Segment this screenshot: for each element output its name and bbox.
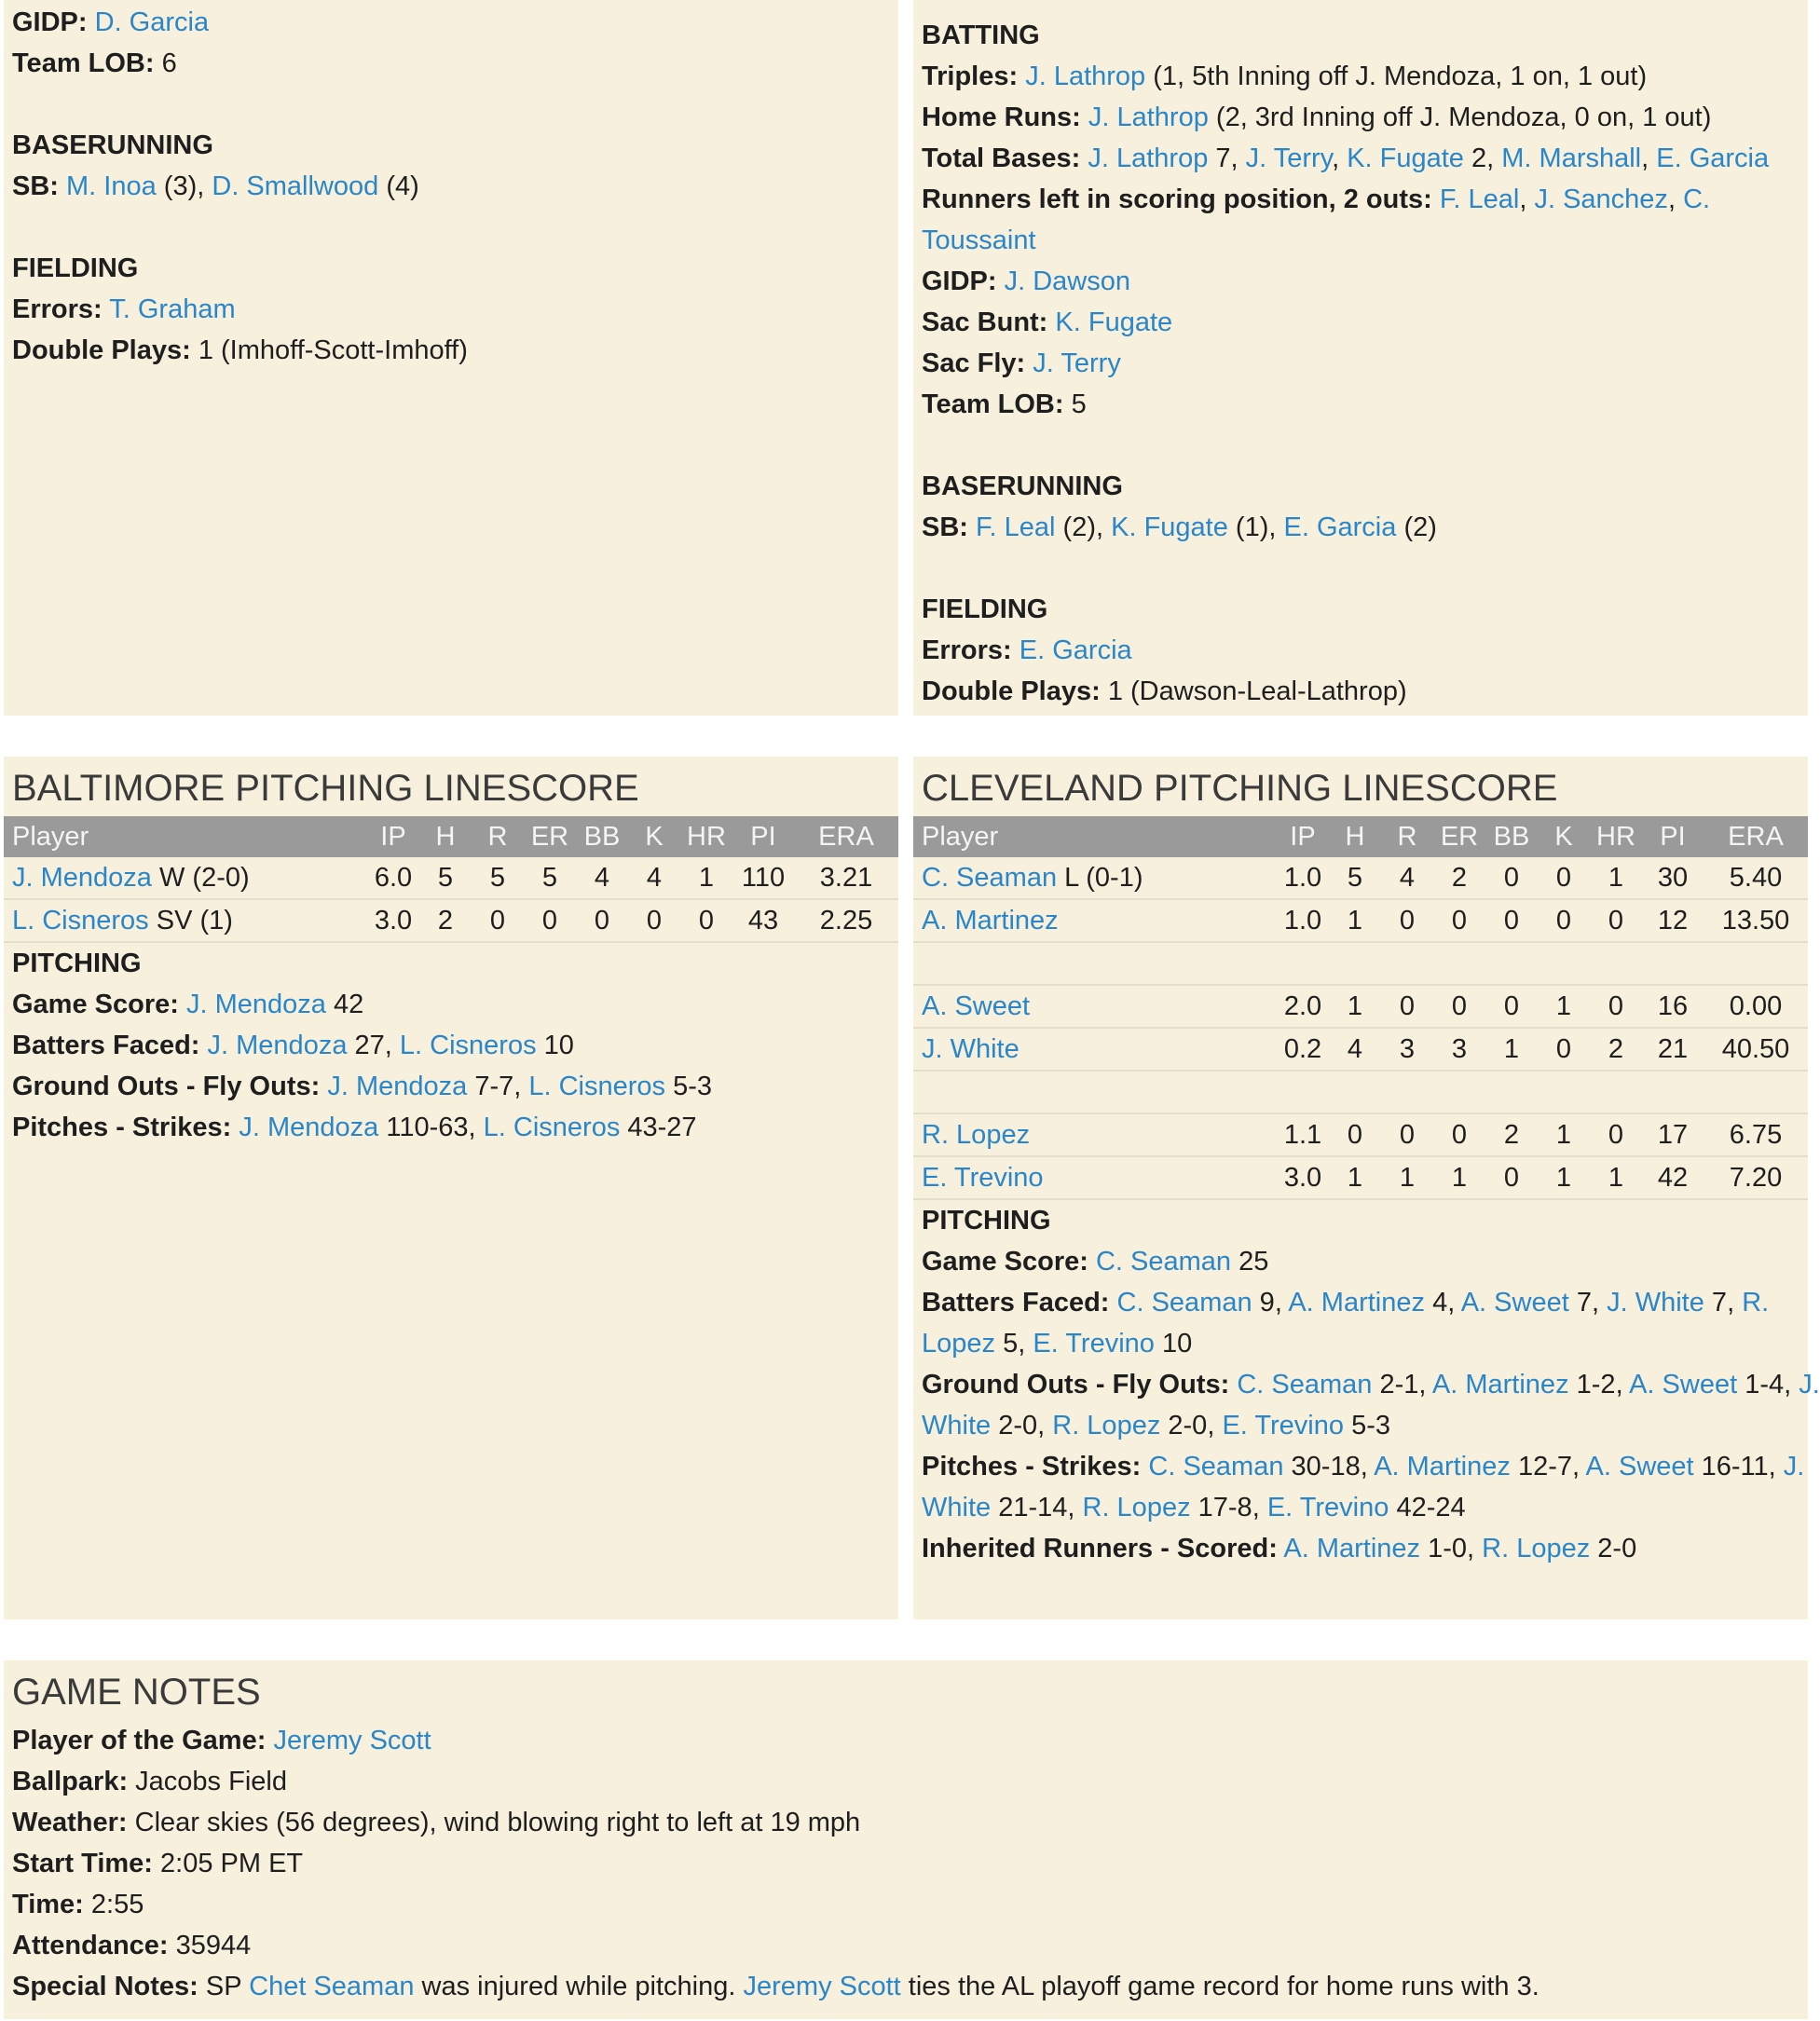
player-link[interactable]: J. Mendoza: [327, 1072, 468, 1101]
player-link[interactable]: L. Cisneros: [12, 905, 149, 935]
col-header[interactable]: HR: [1590, 816, 1642, 857]
col-header[interactable]: PI: [732, 816, 794, 857]
player-link[interactable]: Toussaint: [922, 225, 1036, 255]
player-link[interactable]: J. Mendoza: [12, 862, 152, 893]
pitching-header: PITCHING: [922, 1206, 1051, 1236]
player-link[interactable]: J. White: [922, 1033, 1019, 1064]
player-link[interactable]: E. Garcia: [1656, 143, 1770, 173]
baserunning-header: BASERUNNING: [922, 471, 1123, 501]
time-line: Time: 2:55: [12, 1890, 144, 1919]
player-link[interactable]: J. Mendoza: [239, 1113, 379, 1142]
col-header[interactable]: BB: [576, 816, 628, 857]
risp-line-cont: [922, 220, 1799, 261]
player-link[interactable]: J. Lathrop: [1025, 61, 1146, 91]
player-link[interactable]: J. White: [1607, 1288, 1704, 1318]
player-link[interactable]: K. Fugate: [1111, 512, 1228, 542]
player-link[interactable]: R. Lopez: [922, 1119, 1031, 1150]
player-link[interactable]: M. Inoa: [66, 171, 157, 201]
inherited-runners-line: Inherited Runners - Scored: A. Martinez 1-0, R. Lopez 2-0: [922, 1534, 1637, 1564]
batters-faced-line: Batters Faced: C. Seaman 9, A. Martinez 4, A. Sweet 7, J. White 7, R.: [922, 1288, 1770, 1318]
fielding-header: FIELDING: [922, 594, 1048, 624]
player-link[interactable]: A. Martinez: [922, 905, 1059, 935]
errors-line: Errors: T. Graham: [12, 294, 236, 324]
player-link[interactable]: R. Lopez: [1082, 1493, 1191, 1523]
player-link[interactable]: E. Trevino: [1222, 1411, 1344, 1441]
col-header[interactable]: IP: [1277, 816, 1329, 857]
player-link[interactable]: A. Martinez: [1288, 1288, 1425, 1318]
col-header[interactable]: H: [419, 816, 472, 857]
player-link[interactable]: J. Terry: [1033, 348, 1121, 378]
sac-bunt-line: Sac Bunt: K. Fugate: [922, 307, 1173, 337]
player-link[interactable]: L. Cisneros: [528, 1072, 666, 1101]
game-score-line: Game Score: C. Seaman 25: [922, 1247, 1269, 1277]
player-link[interactable]: White: [922, 1411, 992, 1441]
table-row: A. Martinez 1.0 1 0 0 0 0 0 12 13.50: [913, 899, 1808, 942]
table-spacer-row: [913, 942, 1808, 985]
table-row: C. Seaman L (0-1) 1.0 5 4 2 0 0 1 30 5.40: [913, 857, 1808, 899]
player-link[interactable]: R. Lopez: [1482, 1534, 1591, 1564]
player-link[interactable]: E. Trevino: [1266, 1493, 1389, 1523]
section-title: GAME NOTES: [12, 1672, 261, 1713]
start-time-line: Start Time: 2:05 PM ET: [12, 1849, 304, 1878]
cleveland-batting-panel: [913, 0, 1808, 716]
triples-line: Triples: J. Lathrop (1, 5th Inning off J. Mendoza, 1 on, 1 out): [922, 61, 1648, 91]
baltimore-pitching-panel: [4, 757, 898, 1619]
table-header-row: [913, 816, 1808, 857]
team-lob-line: Team LOB: 6: [12, 48, 177, 78]
section-title: BALTIMORE PITCHING LINESCORE: [12, 768, 639, 809]
col-header[interactable]: R: [472, 816, 524, 857]
player-link[interactable]: T. Graham: [109, 294, 236, 324]
game-score-line: Game Score: J. Mendoza 42: [12, 990, 364, 1019]
player-link[interactable]: Lopez: [922, 1329, 996, 1359]
player-link[interactable]: J. Lathrop: [1088, 102, 1209, 132]
player-link[interactable]: R. Lopez: [1052, 1411, 1161, 1441]
player-link[interactable]: E. Garcia: [1019, 635, 1132, 665]
game-notes-panel: [4, 1660, 1808, 2019]
table-row: J. White 0.2 4 3 3 1 0 2 21 40.50: [913, 1028, 1808, 1071]
errors-line: Errors: E. Garcia: [922, 635, 1132, 665]
col-header[interactable]: Player: [4, 816, 367, 857]
pitching-table: [913, 816, 1808, 1200]
go-fo-line: Ground Outs - Fly Outs: C. Seaman 2-1, A. Martinez 1-2, A. Sweet 1-4, J.: [922, 1370, 1820, 1400]
col-header[interactable]: ERA: [1704, 816, 1808, 857]
col-header[interactable]: PI: [1642, 816, 1704, 857]
batters-faced-line-cont: Lopez 5, E. Trevino 10: [922, 1329, 1193, 1359]
team-lob-line: Team LOB: 5: [922, 389, 1087, 419]
player-link[interactable]: Jeremy Scott: [743, 1972, 901, 2001]
pitching-table: [4, 816, 898, 943]
weather-line: Weather: Clear skies (56 degrees), wind blowing right to left at 19 mph: [12, 1808, 861, 1837]
table-row: J. Mendoza W (2-0) 6.0 5 5 5 4 4 1 110 3.21: [4, 857, 898, 899]
double-plays-line: Double Plays: 1 (Dawson-Leal-Lathrop): [922, 676, 1407, 706]
col-header[interactable]: BB: [1485, 816, 1538, 857]
player-link[interactable]: A. Sweet: [1585, 1452, 1694, 1482]
player-link[interactable]: J. Lathrop: [1088, 143, 1209, 173]
player-link[interactable]: F. Leal: [1439, 184, 1520, 214]
attendance-line: Attendance: 35944: [12, 1931, 252, 1960]
sb-line: SB: M. Inoa (3), D. Smallwood (4): [12, 171, 419, 201]
player-of-game-line: Player of the Game: Jeremy Scott: [12, 1726, 431, 1755]
player-link[interactable]: A. Sweet: [922, 990, 1031, 1021]
player-link[interactable]: E. Trevino: [1033, 1329, 1155, 1359]
player-link[interactable]: E. Garcia: [1283, 512, 1397, 542]
player-link[interactable]: D. Smallwood: [212, 171, 379, 201]
sb-line: SB: F. Leal (2), K. Fugate (1), E. Garcia (2): [922, 512, 1437, 542]
pitching-header: PITCHING: [12, 949, 142, 978]
ballpark-line: Ballpark: Jacobs Field: [12, 1767, 287, 1796]
section-title: CLEVELAND PITCHING LINESCORE: [922, 768, 1558, 809]
table-spacer-row: [913, 1071, 1808, 1113]
player-link[interactable]: C. Seaman: [1116, 1288, 1252, 1318]
table-row: A. Sweet 2.0 1 0 0 0 1 0 16 0.00: [913, 985, 1808, 1028]
cleveland-pitching-panel: [913, 757, 1820, 1619]
table-row: E. Trevino 3.0 1 1 1 0 1 1 42 7.20: [913, 1156, 1808, 1199]
player-link[interactable]: F. Leal: [976, 512, 1056, 542]
pitches-strikes-line-cont: White 21-14, R. Lopez 17-8, E. Trevino 42-24: [922, 1493, 1466, 1523]
total-bases-line: Total Bases: J. Lathrop 7, J. Terry, K. Fugate 2, M. Marshall, E. Garcia: [922, 143, 1770, 173]
player-link[interactable]: J. Terry: [1245, 143, 1333, 173]
player-link[interactable]: C.: [1683, 184, 1711, 214]
player-link[interactable]: J. Mendoza: [185, 990, 326, 1019]
col-header[interactable]: R: [1381, 816, 1433, 857]
fielding-header: FIELDING: [12, 253, 139, 283]
player-link[interactable]: J.: [1799, 1370, 1820, 1400]
player-link[interactable]: A. Martinez: [1374, 1452, 1511, 1482]
player-link[interactable]: C. Seaman: [1095, 1247, 1232, 1277]
player-link[interactable]: K. Fugate: [1347, 143, 1464, 173]
batting-header: BATTING: [922, 20, 1040, 50]
double-plays-line: Double Plays: 1 (Imhoff-Scott-Imhoff): [12, 335, 468, 365]
table-row: L. Cisneros SV (1) 3.0 2 0 0 0 0 0 43 2.25: [4, 899, 898, 942]
table-row: R. Lopez 1.1 0 0 0 2 1 0 17 6.75: [913, 1113, 1808, 1156]
player-link[interactable]: A. Martinez: [1283, 1534, 1421, 1564]
player-link[interactable]: J. Dawson: [1004, 266, 1131, 296]
col-header[interactable]: ERA: [794, 816, 898, 857]
gidp-line: GIDP: D. Garcia: [12, 7, 210, 37]
player-link[interactable]: C. Seaman: [922, 862, 1058, 893]
col-header[interactable]: ER: [524, 816, 576, 857]
col-header[interactable]: IP: [367, 816, 419, 857]
table-header-row: [4, 816, 898, 857]
player-link[interactable]: D. Garcia: [94, 7, 210, 37]
go-fo-line: Ground Outs - Fly Outs: J. Mendoza 7-7, L. Cisneros 5-3: [12, 1072, 713, 1101]
col-header[interactable]: HR: [680, 816, 732, 857]
player-link[interactable]: A. Martinez: [1431, 1370, 1569, 1400]
baltimore-batting-panel: [4, 0, 898, 716]
player-link[interactable]: J. Sanchez: [1534, 184, 1668, 214]
player-link[interactable]: J. Mendoza: [207, 1031, 348, 1060]
pitches-strikes-line: Pitches - Strikes: C. Seaman 30-18, A. Martinez 12-7, A. Sweet 16-11, J.: [922, 1452, 1805, 1482]
player-link[interactable]: L. Cisneros: [399, 1031, 537, 1060]
sac-fly-line: Sac Fly: J. Terry: [922, 348, 1121, 378]
pitches-strikes-line: Pitches - Strikes: J. Mendoza 110-63, L. Cisneros 43-27: [12, 1113, 697, 1142]
home-runs-line: Home Runs: J. Lathrop (2, 3rd Inning off J. Mendoza, 0 on, 1 out): [922, 102, 1712, 132]
player-link[interactable]: M. Marshall: [1501, 143, 1642, 173]
player-link[interactable]: A. Sweet: [1460, 1288, 1569, 1318]
col-header[interactable]: ER: [1433, 816, 1485, 857]
player-link[interactable]: White: [922, 1493, 992, 1523]
go-fo-line-cont: White 2-0, R. Lopez 2-0, E. Trevino 5-3: [922, 1411, 1390, 1441]
player-link[interactable]: Chet Seaman: [249, 1972, 415, 2001]
col-header[interactable]: K: [1538, 816, 1590, 857]
player-link[interactable]: K. Fugate: [1055, 307, 1173, 337]
col-header[interactable]: Player: [913, 816, 1277, 857]
risp-line: Runners left in scoring position, 2 outs: F. Leal, J. Sanchez, C.: [922, 184, 1711, 214]
player-link[interactable]: Jeremy Scott: [273, 1726, 431, 1755]
player-link[interactable]: C. Seaman: [1237, 1370, 1373, 1400]
player-link[interactable]: R.: [1742, 1288, 1770, 1318]
special-notes-line: Special Notes: SP Chet Seaman was injured while pitching. Jeremy Scott ties the AL playoff game record for home runs with 3.: [12, 1972, 1539, 2001]
gidp-line: GIDP: J. Dawson: [922, 266, 1131, 296]
player-link[interactable]: E. Trevino: [922, 1162, 1044, 1193]
baserunning-header: BASERUNNING: [12, 130, 213, 160]
col-header[interactable]: K: [628, 816, 680, 857]
player-link[interactable]: L. Cisneros: [483, 1113, 621, 1142]
player-link[interactable]: A. Sweet: [1629, 1370, 1738, 1400]
player-link[interactable]: C. Seaman: [1148, 1452, 1284, 1482]
col-header[interactable]: H: [1329, 816, 1381, 857]
player-link[interactable]: J.: [1783, 1452, 1805, 1482]
batters-faced-line: Batters Faced: J. Mendoza 27, L. Cisneros 10: [12, 1031, 574, 1060]
